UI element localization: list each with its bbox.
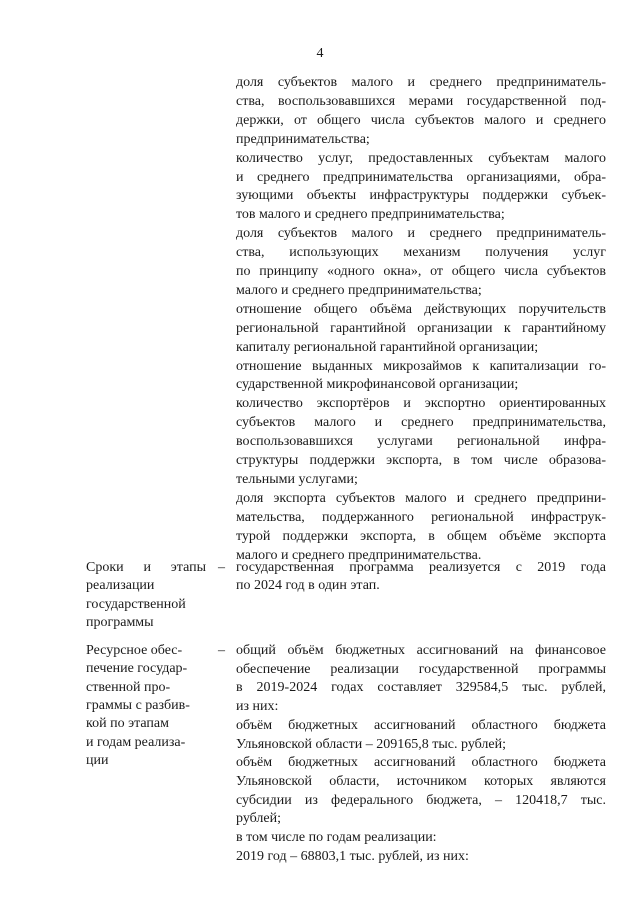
indicator-line: малого и среднего предпринимательства; (236, 282, 482, 298)
indicator-line: капиталу региональной гарантийной организации; (236, 339, 539, 355)
terms-label-line: государственной (86, 596, 186, 612)
funding-value-line: Ульяновской области, источником которых являются (236, 773, 606, 789)
indicator-line: отношение общего объёма действующих поручительств (236, 301, 606, 317)
funding-label-line: Ресурсное обес- (86, 643, 183, 658)
funding-value-line: обеспечение реализации государственной программы (236, 661, 606, 677)
indicator-line: ства, использующих механизм получения услуг (236, 245, 606, 261)
funding-label-line: граммы с разбив- (86, 697, 190, 713)
indicator-line: количество услуг, предоставленных субъектам малого (236, 150, 606, 166)
indicator-line: турой поддержки экспорта, в общем объёме экспорта (236, 528, 606, 544)
terms-label-line: реализации (86, 578, 155, 594)
indicator-line: зующими объекты инфраструктуры поддержки субъек- (236, 188, 606, 204)
page-number: 4 (316, 46, 324, 61)
terms-label-line: Сроки и этапы (86, 560, 206, 575)
funding-value-line: субсидии из федерального бюджета, – 120418,7 тыс. (236, 792, 606, 808)
indicator-line: и среднего предпринимательства организациями, обра- (236, 169, 606, 185)
terms-label-line: программы (86, 614, 154, 630)
indicator-line: субъектов малого и среднего предпринимательства, (236, 415, 606, 431)
funding-value-line: из них: (236, 699, 279, 715)
funding-value-line: рублей; (236, 811, 281, 827)
funding-value-line: объём бюджетных ассигнований областного бюджета (236, 755, 606, 771)
indicator-line: региональной гарантийной организации к гарантийному (236, 320, 606, 336)
funding-value-line: Ульяновской области – 209165,8 тыс. рублей; (236, 736, 506, 752)
indicator-line: структуры поддержки экспорта, в том числе образова- (236, 453, 606, 468)
funding-value-line: в том числе по годам реализации: (236, 830, 437, 845)
terms-value-line: государственная программа реализуется с 2019 года (236, 560, 606, 575)
indicator-line: доля субъектов малого и среднего предприниматель- (236, 226, 606, 242)
funding-value-line: 2019 год – 68803,1 тыс. рублей, из них: (236, 848, 469, 864)
terms-value-line: по 2024 год в один этап. (236, 578, 380, 594)
indicator-line: количество экспортёров и экспортно ориентированных (236, 396, 606, 412)
indicator-line: воспользовавшихся услугами региональной инфра- (236, 434, 606, 450)
indicator-line: отношение выданных микрозаймов к капитализации го- (236, 358, 606, 374)
indicator-line: тов малого и среднего предпринимательства; (236, 207, 505, 223)
indicator-line: тельными услугами; (236, 471, 358, 487)
funding-label-line: и годам реализа- (86, 734, 186, 750)
funding-label-line: печение государ- (86, 661, 188, 677)
indicator-line: держки, от общего числа субъектов малого и среднего (236, 112, 606, 128)
indicator-line: малого и среднего предпринимательства. (236, 547, 482, 563)
funding-label-line: ции (86, 752, 109, 768)
indicator-line: доля субъектов малого и среднего предприниматель- (236, 75, 606, 90)
funding-value-line: в 2019-2024 годах составляет 329584,5 тыс. рублей, (236, 680, 606, 696)
indicator-line: мательства, поддержанного региональной инфраструк- (236, 509, 606, 525)
funding-value-line: объём бюджетных ассигнований областного бюджета (236, 717, 606, 733)
funding-dash: – (218, 643, 225, 658)
indicator-line: доля экспорта субъектов малого и среднего предприни- (236, 490, 606, 506)
funding-value-line: общий объём бюджетных ассигнований на финансовое (236, 643, 606, 658)
indicator-line: предпринимательства; (236, 131, 370, 147)
indicator-line: ства, воспользовавшихся мерами государственной под- (236, 93, 606, 109)
funding-label-line: кой по этапам (86, 716, 169, 732)
funding-label-line: ственной про- (86, 679, 171, 695)
indicator-line: по принципу «одного окна», от общего числа субъектов (236, 264, 606, 279)
indicator-line: сударственной микрофинансовой организации; (236, 377, 519, 393)
terms-dash: – (218, 560, 225, 575)
